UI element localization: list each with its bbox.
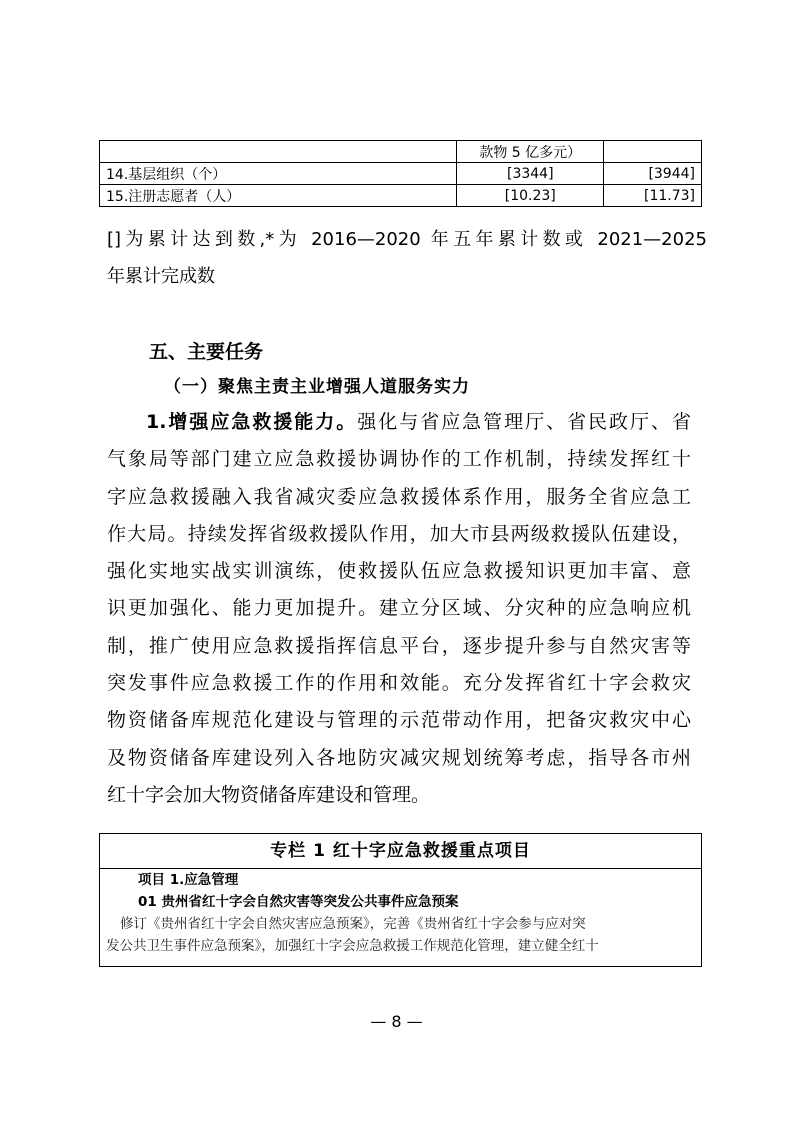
subsection-heading: （一）聚焦主责主业增强人道服务实力: [164, 377, 470, 397]
table-cell-value: 款物 5 亿多元）: [457, 141, 604, 163]
table-cell-value: [10.23]: [457, 185, 604, 207]
paragraph-line: 识更加强化、能力更加提升。建立分区域、分灾种的应急响应机: [107, 597, 691, 620]
project-text: 修订《贵州省红十字会自然灾害应急预案》，完善《贵州省红十字会参与应对突: [120, 916, 586, 932]
paragraph-line: 突发事件应急救援工作的作用和效能。充分发挥省红十字会救灾: [107, 672, 691, 695]
table-row: [100, 163, 702, 185]
table-row: [100, 141, 702, 163]
item-title: 1.增强应急救援能力。: [146, 411, 358, 433]
paragraph-line: 作大局。持续发挥省级救援队作用，加大市县两级救援队伍建设，: [107, 522, 691, 545]
project-text: 发公共卫生事件应急预案》，加强红十字会应急救援工作规范化管理，建立健全红十: [106, 938, 599, 954]
paragraph-line: 强化实地实战实训演练，使救援队伍应急救援知识更加丰富、意: [107, 560, 691, 583]
body-paragraph: [107, 404, 691, 814]
section-heading: 五、主要任务: [149, 341, 264, 363]
note-line: 年累计完成数: [107, 266, 215, 288]
item-text: 强化与省应急管理厅、省民政厅、省: [357, 411, 691, 433]
page-number: — 8 —: [370, 1012, 423, 1031]
paragraph-line: 气象局等部门建立应急救援协调协作的工作机制，持续发挥红十: [107, 448, 691, 471]
table-cell-label: [100, 141, 457, 163]
table-cell-value: [3344]: [457, 163, 604, 185]
project-box: [99, 833, 702, 967]
paragraph-line: 及物资储备库建设列入各地防灾减灾规划统筹考虑，指导各市州: [107, 746, 691, 769]
project-label: 项目 1.应急管理: [138, 872, 239, 888]
table-cell-target: [604, 141, 702, 163]
paragraph-line: 物资储备库规范化建设与管理的示范带动作用，把备灾救灾中心: [107, 709, 691, 732]
paragraph-line: 制，推广使用应急救援指挥信息平台，逐步提升参与自然灾害等: [107, 634, 691, 657]
table-row: [100, 185, 702, 207]
table-cell-target: [11.73]: [604, 185, 702, 207]
paragraph-line: [107, 404, 691, 441]
indicator-table: [99, 140, 702, 207]
table-cell-target: [3944]: [604, 163, 702, 185]
paragraph-line: 字应急救援融入我省减灾委应急救援体系作用，服务全省应急工: [107, 485, 691, 508]
note-line: []为累计达到数,*为 2016—2020 年五年累计数或 2021—2025: [107, 229, 707, 250]
box-title: 专栏 1 红十字应急救援重点项目: [100, 834, 701, 869]
table-note: [107, 222, 707, 297]
project-item: 01 贵州省红十字会自然灾害等突发公共事件应急预案: [138, 894, 459, 910]
paragraph-line: 红十字会加大物资储备库建设和管理。: [107, 783, 431, 806]
table-cell-label: 14.基层组织（个）: [100, 163, 457, 185]
table-cell-label: 15.注册志愿者（人）: [100, 185, 457, 207]
